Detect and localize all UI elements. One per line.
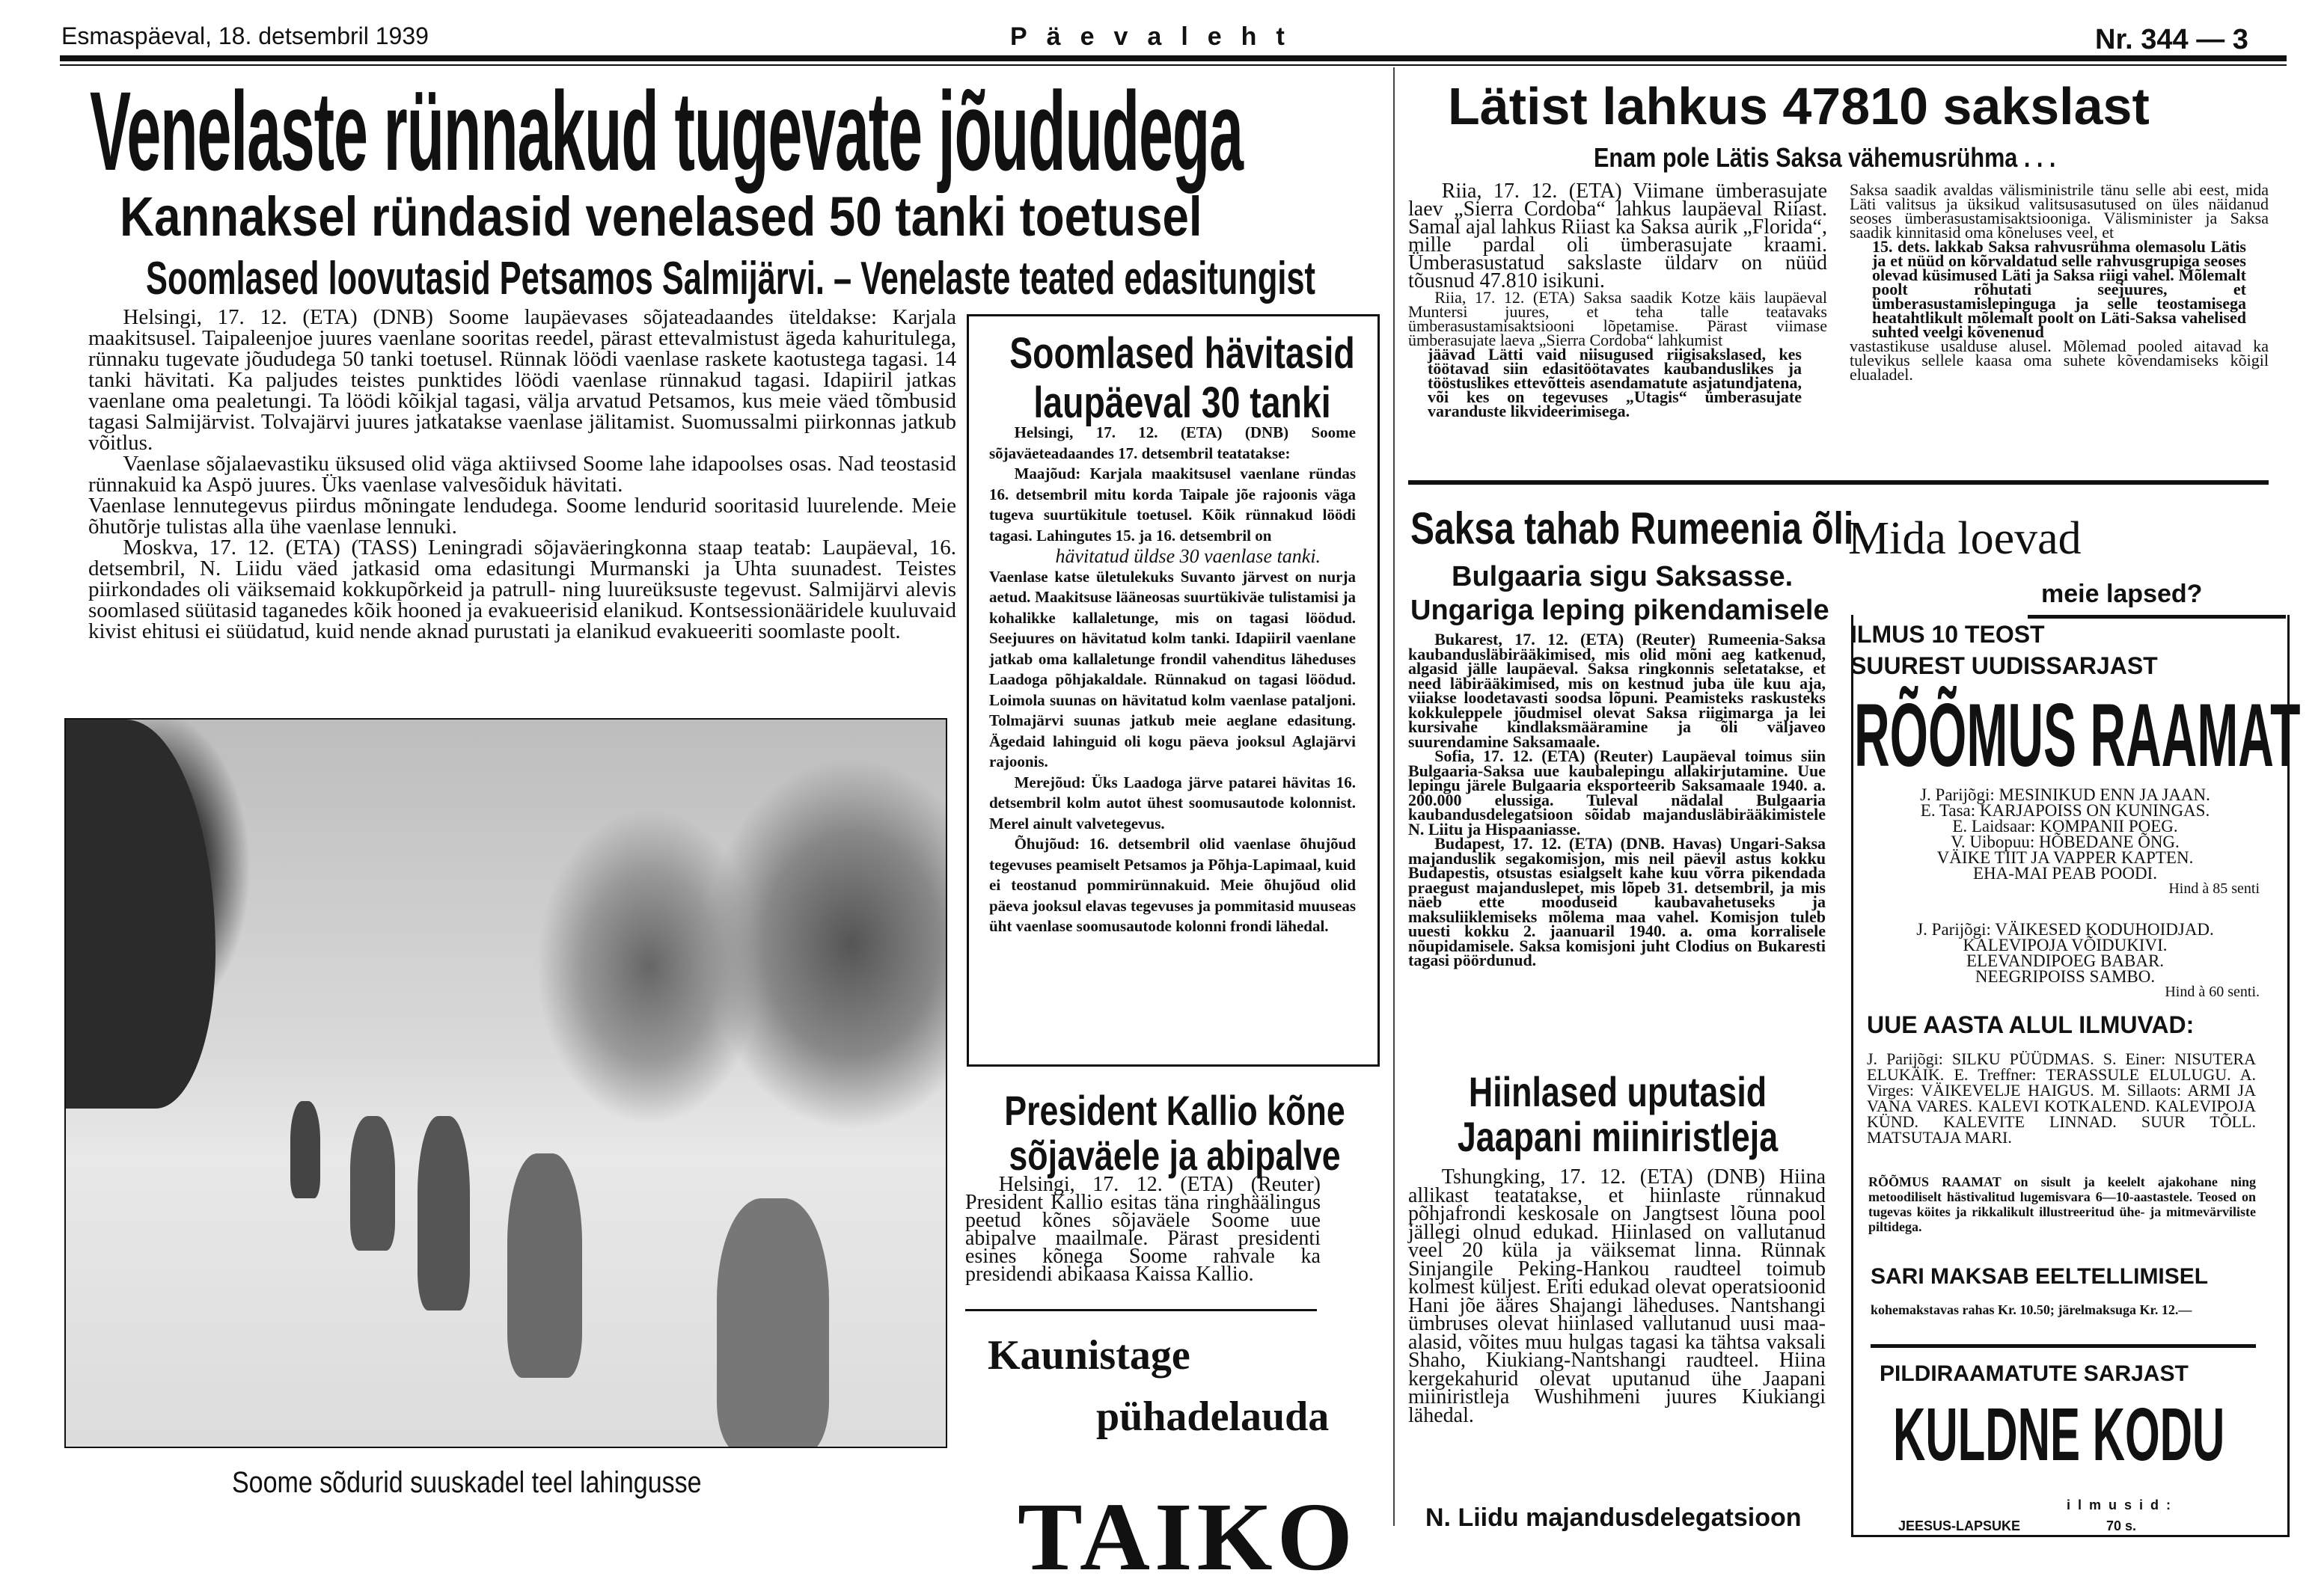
book-title: EHA-MAI PEAB POODI. xyxy=(1973,864,2157,883)
lead-paragraph: Helsingi, 17. 12. (ETA) (DNB) Soome laupäevases sõjateadaandes üteldakse: Karjala maakitsusel. Taipaleenjoe juures vaenlane sooritas reedel, pärast ettevalmistust ägeda kahuritulega, rünnaku tugevate jõududega 50 tanki toetusel. Rünnak löödi vaenlase raskete kaotustega tagasi. 14 tanki hävitati. Ka paljudes teistes punktides löödi vaenlase rünnakud tagasi. Idapiiril jatkas vaenlane oma pealetungi. Ta löödi kõikjal tagasi, välja arvatud Petsamos, kus meie väed tõmbusid tagasi Salmijärvist. Tolvajärvi juures jatkatakse vaenlase jälitamist. Suomussalmi piirkonnas jatkub võitlus. xyxy=(88,305,956,455)
lead-subhead-2: Soomlased loovutasid Petsamos Salmijärvi. – Venelaste teated edasitungist xyxy=(146,253,1315,304)
lead-paragraph: Vaenlase lennutegevus piirdus mõningate lendudega. Soome lendurid sooritasid luurelende. Meie õhutõrje tulistas alla ühe vaenlase lennuki. xyxy=(88,494,956,539)
china-body xyxy=(1408,1165,1826,1427)
skier-figure xyxy=(350,1116,395,1251)
oil-body xyxy=(1408,632,1826,968)
oil-paragraph: Sofia, 17. 12. (ETA) (Reuter) Laupäeval toimus siin Bulgaaria-Saksa uue kaubalepingu allakirjutamine. Uue lepingu järele Bulgaaria eksporteerib Saksamaale 1940. a. 200.000 elussiga. Tuleval nädalal Bulgaaria kaubandusdelegatsioon sõidab majandusläbirääkimistele N. Liitu ja Hispaaniasse. xyxy=(1408,747,1826,839)
series-price-text: kohemakstavas rahas Kr. 10.50; järelmaksuga Kr. 12.— xyxy=(1871,1302,2192,1317)
oil-paragraph: Budapest, 17. 12. (ETA) (DNB. Havas) Ungari-Saksa majanduslik segakomisjon, mis neil päevil astus kokku Budapestis, otsustas esialgselt kahe kuu võrra pikendada praegust majanduslepet, mis lõpeb 31. detsembril, ja mis näeb ette mooduseid kaubavahetuseks ja maksuliiklemiseks mõlema maa vahel. Komisjon tuleb uuesti kokku 2. jaanuaril 1940. a. oma korralisele nõupidamisele. Saksa komisjoni juht Clodius on Bukaresti tagasi pöördunud. xyxy=(1408,834,1826,969)
book-list-1 xyxy=(1871,787,2260,897)
kallio-headline-text: President Kallio kõne sõjaväele ja abipalve xyxy=(1004,1087,1345,1179)
divider xyxy=(965,1309,1317,1311)
lead-headline: Venelaste rünnakud tugevate jõududega xyxy=(90,68,1243,194)
taiko-ad-line2: pühadelauda xyxy=(1096,1394,1330,1440)
skier-figure xyxy=(507,1153,582,1378)
soviet-headline: N. Liidu majandusdelegatsioon xyxy=(1425,1503,1802,1532)
boxed-body xyxy=(989,423,1356,937)
book-title: J. Parijõgi: VÄIKESED KODUHOIDJAD. xyxy=(1916,920,2214,939)
released-item: JEESUS-LAPSUKE xyxy=(1898,1518,2021,1533)
tree xyxy=(66,720,215,1109)
photo-caption: Soome sõdurid suuskadel teel lahingusse xyxy=(232,1466,702,1499)
boxed-headline xyxy=(1003,329,1362,428)
book-list-2 xyxy=(1871,922,2260,1000)
upcoming-list: J. Parijõgi: SILKU PÜÜDMAS. S. Einer: NISUTERA ELUKÄIK. E. Treffner: TERASSULE ELULUGU. A. Virges: VÄIKEVELJE HAIGUS. M. Sillaots: ARMI JA VANA VARES. KALEVI KOTKALEND. KALEVIPOJA KÜND. KALEVITE LINNAD. SUUR TÕLL. MATSUTAJA MARI. xyxy=(1867,1049,2256,1147)
oil-paragraph: Bukarest, 17. 12. (ETA) (Reuter) Rumeenia-Saksa kaubandusläbirääkimised, mis olid mõni aeg katkenud, algasid jälle laupäeval. Saksa ringkonnis seletatakse, et need läbirääkimised, mis on kestnud juba üle kuu aja, viiakse loodetavasti soodsa lõpuni. Peamisteks raskusteks kokkuleppele jõudmisel olevat Saksa riigimarga ja lei kursivahe kindlaksmääramine ja õli väljaveo suurendamine Saksamaale. xyxy=(1408,630,1826,751)
book-ad-headline-1: Mida loevad xyxy=(1848,513,2082,564)
picture-series-label: PILDIRAAMATUTE SARJAST xyxy=(1880,1361,2189,1386)
kallio-paragraph: Helsingi, 17. 12. (ETA) (Reuter) President Kallio esitas täna ringhäälingus peetud kõnes sõjaväele Soome uue abipalve maailmale. Pärast presidenti esines kõnega Soome rahvale ka presidendi abikaasa Kaissa Kallio. xyxy=(965,1173,1321,1286)
book-price: Hind à 85 senti xyxy=(2168,880,2260,897)
issue-date: Esmaspäeval, 18. detsembril 1939 xyxy=(61,22,429,49)
latvia-paragraph: vastastikuse usalduse alusel. Mõlemad pooled aitavad ka tulevikus sellele kaasa oma suhete kõvendamiseks kõigil elualadel. xyxy=(1850,337,2269,384)
lead-paragraph: Vaenlase sõjalaevastiku üksused olid väga aktiivsed Soome lahe idapoolses osas. Nad teostasid rünnakuid ka Aspö juures. Üks vaenlase valvesõiduk hävitati. xyxy=(88,452,956,497)
latvia-headline: Lätist lahkus 47810 sakslast xyxy=(1448,77,2150,135)
book-title: E. Tasa: KARJAPOISS ON KUNINGAS. xyxy=(1920,801,2210,820)
skier-figure xyxy=(290,1101,320,1198)
oil-headline: Saksa tahab Rumeenia õli xyxy=(1410,503,1854,554)
latvia-paragraph: jäävad Lätti vaid niisugused riigisakslased, kes töötavad siin edasitöötavates kaubanduslikes ja tööstuslikes ettevõtteis asendamatute asjatundjatena, või kes on tegevuses „Utagis“ ümberasujate varanduste likvideerimisega. xyxy=(1428,345,1802,420)
book-title: E. Laidsaar: KOMPANII POEG. xyxy=(1952,817,2178,836)
oil-subhead-2: Ungariga leping pikendamisele xyxy=(1410,595,1829,626)
book-ad-top-rule xyxy=(2028,615,2286,619)
taiko-brand: TAIKO xyxy=(1018,1483,1357,1591)
latvia-paragraph: Riia, 17. 12. (ETA) Saksa saadik Kotze käis laupäeval Muntersi juures, et teha talle teatavaks ümberasustamisaktsiooni lõpetamise. Pärast viimase ümberasujate laeva „Sierra Cordoba“ lahkumist xyxy=(1408,288,1827,349)
book-title: VÄIKE TIIT JA VAPPER KAPTEN. xyxy=(1936,848,2194,867)
boxed-headline-text: Soomlased hävitasid laupäeval 30 tanki xyxy=(1009,329,1355,427)
series-price-title: SARI MAKSAB EELTELLIMISEL xyxy=(1871,1264,2209,1289)
divider xyxy=(1871,1344,2256,1348)
column-rule xyxy=(1393,67,1395,1526)
photo-finnish-skiers xyxy=(64,718,947,1448)
latvia-subhead: Enam pole Lätis Saksa vähemusrühma . . . xyxy=(1594,142,2056,173)
book-title: J. Parijõgi: MESINIKUD ENN JA JAAN. xyxy=(1920,785,2210,804)
boxed-land-2: Vaenlase katse ületulekuks Suvanto järvest on nurja aetud. Maakitsuse lääneosas suurtükiväe tulistamisi ja kohalikke kallaletunge, mis on tagasi löödud. Seejuures on hävitatud kolm tanki. Idapiiril vaenlane jatkab oma kallaletunge frondil vahenditus läheduses Laadoga põhjakaldale. Rünnakud on tagasi löödud. Loimola suunas on hävitatud kolm vaenlase pataljoni. Tolmajärvi suunas jatkub meie aeglane edasitung. Ägedaid lahinguid oli kogu päeva jooksul Aglajärvi rajoonis. xyxy=(989,567,1356,770)
series-description: RÕÕMUS RAAMAT on sisult ja keelelt ajakohane ning metoodiliselt hästivalitud lugemisvara 6—10-aastastele. Teosed on tugevas köites ja rikkalikult illustreeritud ühe- ja mitmevärviliste piltidega. xyxy=(1868,1174,2256,1234)
oil-subhead-1: Bulgaaria sigu Saksasse. xyxy=(1452,561,1794,592)
lead-body xyxy=(88,307,956,642)
china-paragraph: Tshungking, 17. 12. (ETA) (DNB) Hiina allikast teatatakse, et hiinlaste rünnakud põhjafrondi keskosale on Jangtsest lõuna pool jällegi olnud edukad. Hiinlased on vallutanud veel 20 küla ja väiksemat linna. Rünnak Sinjangile Peking-Hankou raudteel toimub kolmest küljest. Eriti edukad olevat operatsioonid Hani jõe ääres Shajangi läheduses. Nantshangi ümbruses olevat hiinlased vallutanud uusi maa-alasid, võites muu hulgas tagasi ka tähtsa vaksali Shaho, Kiukiang-Nantshangi raudteel. Hiina kergekahurid olevat uputanud ühe Jaapani miiniristleja Wushihmeni juures Kiukiangi lähedal. xyxy=(1408,1165,1826,1427)
book-title: NEEGRIPOISS SAMBO. xyxy=(1975,967,2156,986)
picture-series-title: KULDNE KODU xyxy=(1893,1393,2225,1477)
latvia-paragraph: Riia, 17. 12. (ETA) Viimane ümberasujate laev „Sierra Cordoba“ lahkus laupäeval Riiast. Samal ajal lahkus Riiast ka Saksa aurik „Florida“, mille pardal oli ümberasujate kraami. Ümberasustatud sakslaste üldarv on nüüd tõusnud 47.810 isikuni. xyxy=(1408,180,1827,292)
china-headline-text: Hiinlased uputasid Jaapani miiniristleja xyxy=(1457,1068,1779,1160)
book-title: KALEVIPOJA VÕIDUKIVI. xyxy=(1963,936,2168,954)
masthead-rule-thin xyxy=(60,64,2287,66)
skier-figure xyxy=(418,1116,470,1310)
released-label: ilmusid: xyxy=(2067,1497,2179,1512)
book-title: V. Uibopuu: HÕBEDANE ÕNG. xyxy=(1951,833,2180,851)
china-headline xyxy=(1408,1070,1827,1159)
book-ad-tag-2: SUUREST UUDISSARJAST xyxy=(1850,652,2158,679)
upcoming-title: UUE AASTA ALUL ILMUVAD: xyxy=(1867,1011,2195,1038)
book-series-title: RÕÕMUS RAAMAT xyxy=(1854,685,2301,785)
latvia-paragraph: 15. dets. lakkab Saksa rahvusrühma olemasolu Lätis ja et nüüd on kõrvaldatud selle rahvusgrupiga seoses olevad küsimused Läti ja Saksa riigi vahel. Mõlemalt poolt rõhutati seejuures, et ümberasustamislepinguga ja selle teostamisega heatahtlikult mõlemalt poolt on Läti-Saksa vahelised suhted veelgi kõvenenud xyxy=(1872,237,2246,341)
boxed-highlight: hävitatud üldse 30 vaenlase tanki. xyxy=(1055,545,1321,567)
divider xyxy=(1408,480,2269,485)
latvia-paragraph: Saksa saadik avaldas välisministrile tänu selle abi eest, mida Läti valitsus ja üksikud valitsusasutused on üles näidanud seoses ümberasustamisaktsiooniga. Välisminister ja Saksa saadik kinnitasid oma kõneluses veel, et xyxy=(1850,180,2269,242)
book-title: ELEVANDIPOEG BABAR. xyxy=(1966,951,2165,970)
taiko-ad-line1: Kaunistage xyxy=(988,1332,1190,1379)
book-price: Hind à 60 senti. xyxy=(2165,984,2260,1000)
boxed-intro: Helsingi, 17. 12. (ETA) (DNB) Soome sõjaväeteadaandes 17. detsembril teatatakse: xyxy=(989,423,1356,462)
boxed-air: Õhujõud: 16. detsembril olid vaenlase õhujõud tegevuses peamiselt Petsamos ja Põhja-Lapimaal, kuid ei teostanud pommirünnakuid. Meie õhujõud olid päeva jooksul elavas tegevuses ja pommitasid muuseas üht vaenlase soomusautode kolonni frondi lähedal. xyxy=(989,835,1356,935)
kallio-body xyxy=(965,1173,1321,1286)
book-ad-tag-1: ILMUS 10 TEOST xyxy=(1850,621,2045,648)
book-ad-headline-2: meie lapsed? xyxy=(2041,580,2203,608)
released-price: 70 s. xyxy=(2106,1518,2137,1533)
boxed-sea: Merejõud: Üks Laadoga järve patarei hävitas 16. detsembril kolm autot ühest soomusautode kolonnist. Merel ainult valvetegevus. xyxy=(989,773,1356,833)
kallio-headline xyxy=(965,1088,1384,1178)
latvia-col-2 xyxy=(1850,180,2269,384)
lead-paragraph: Moskva, 17. 12. (ETA) (TASS) Leningradi sõjaväeringkonna staap teatab: Laupäeval, 16. detsembril, N. Liidu väed jatkasid oma edasitungi Murmanski ja Uhta suunadest. Teistes piirkondades oli väiksemaid kokkupõrkeid ja patrull- ning luureüksuste tegevust. Salmijärvi alevis soomlased süütasid taganedes kõik hooned ja evakueerisid elanikud. Kontsessionääridele kuuluvaid kivist ehitusi ei süüdatud, kuid nende aknad purustati ja elanikud evakueeriti soomlaste poolt. xyxy=(88,536,956,643)
issue-number: Nr. 344 — 3 xyxy=(2095,24,2248,55)
boxed-land: Maajõud: Karjala maakitsusel vaenlane ründas 16. detsembril mitu korda Taipale jõe rajoonis väga tugeva suurtükitule toetusel. Kõik rünnakud löödi tagasi. Lahingutes 15. ja 16. detsembril on xyxy=(989,465,1356,545)
masthead-rule xyxy=(60,55,2287,61)
lead-subhead-1: Kannaksel ründasid venelased 50 tanki toetusel xyxy=(120,186,1202,248)
latvia-col-1 xyxy=(1408,180,1827,420)
newspaper-name: Päevaleht xyxy=(1010,22,1304,51)
skier-figure xyxy=(717,1198,829,1448)
